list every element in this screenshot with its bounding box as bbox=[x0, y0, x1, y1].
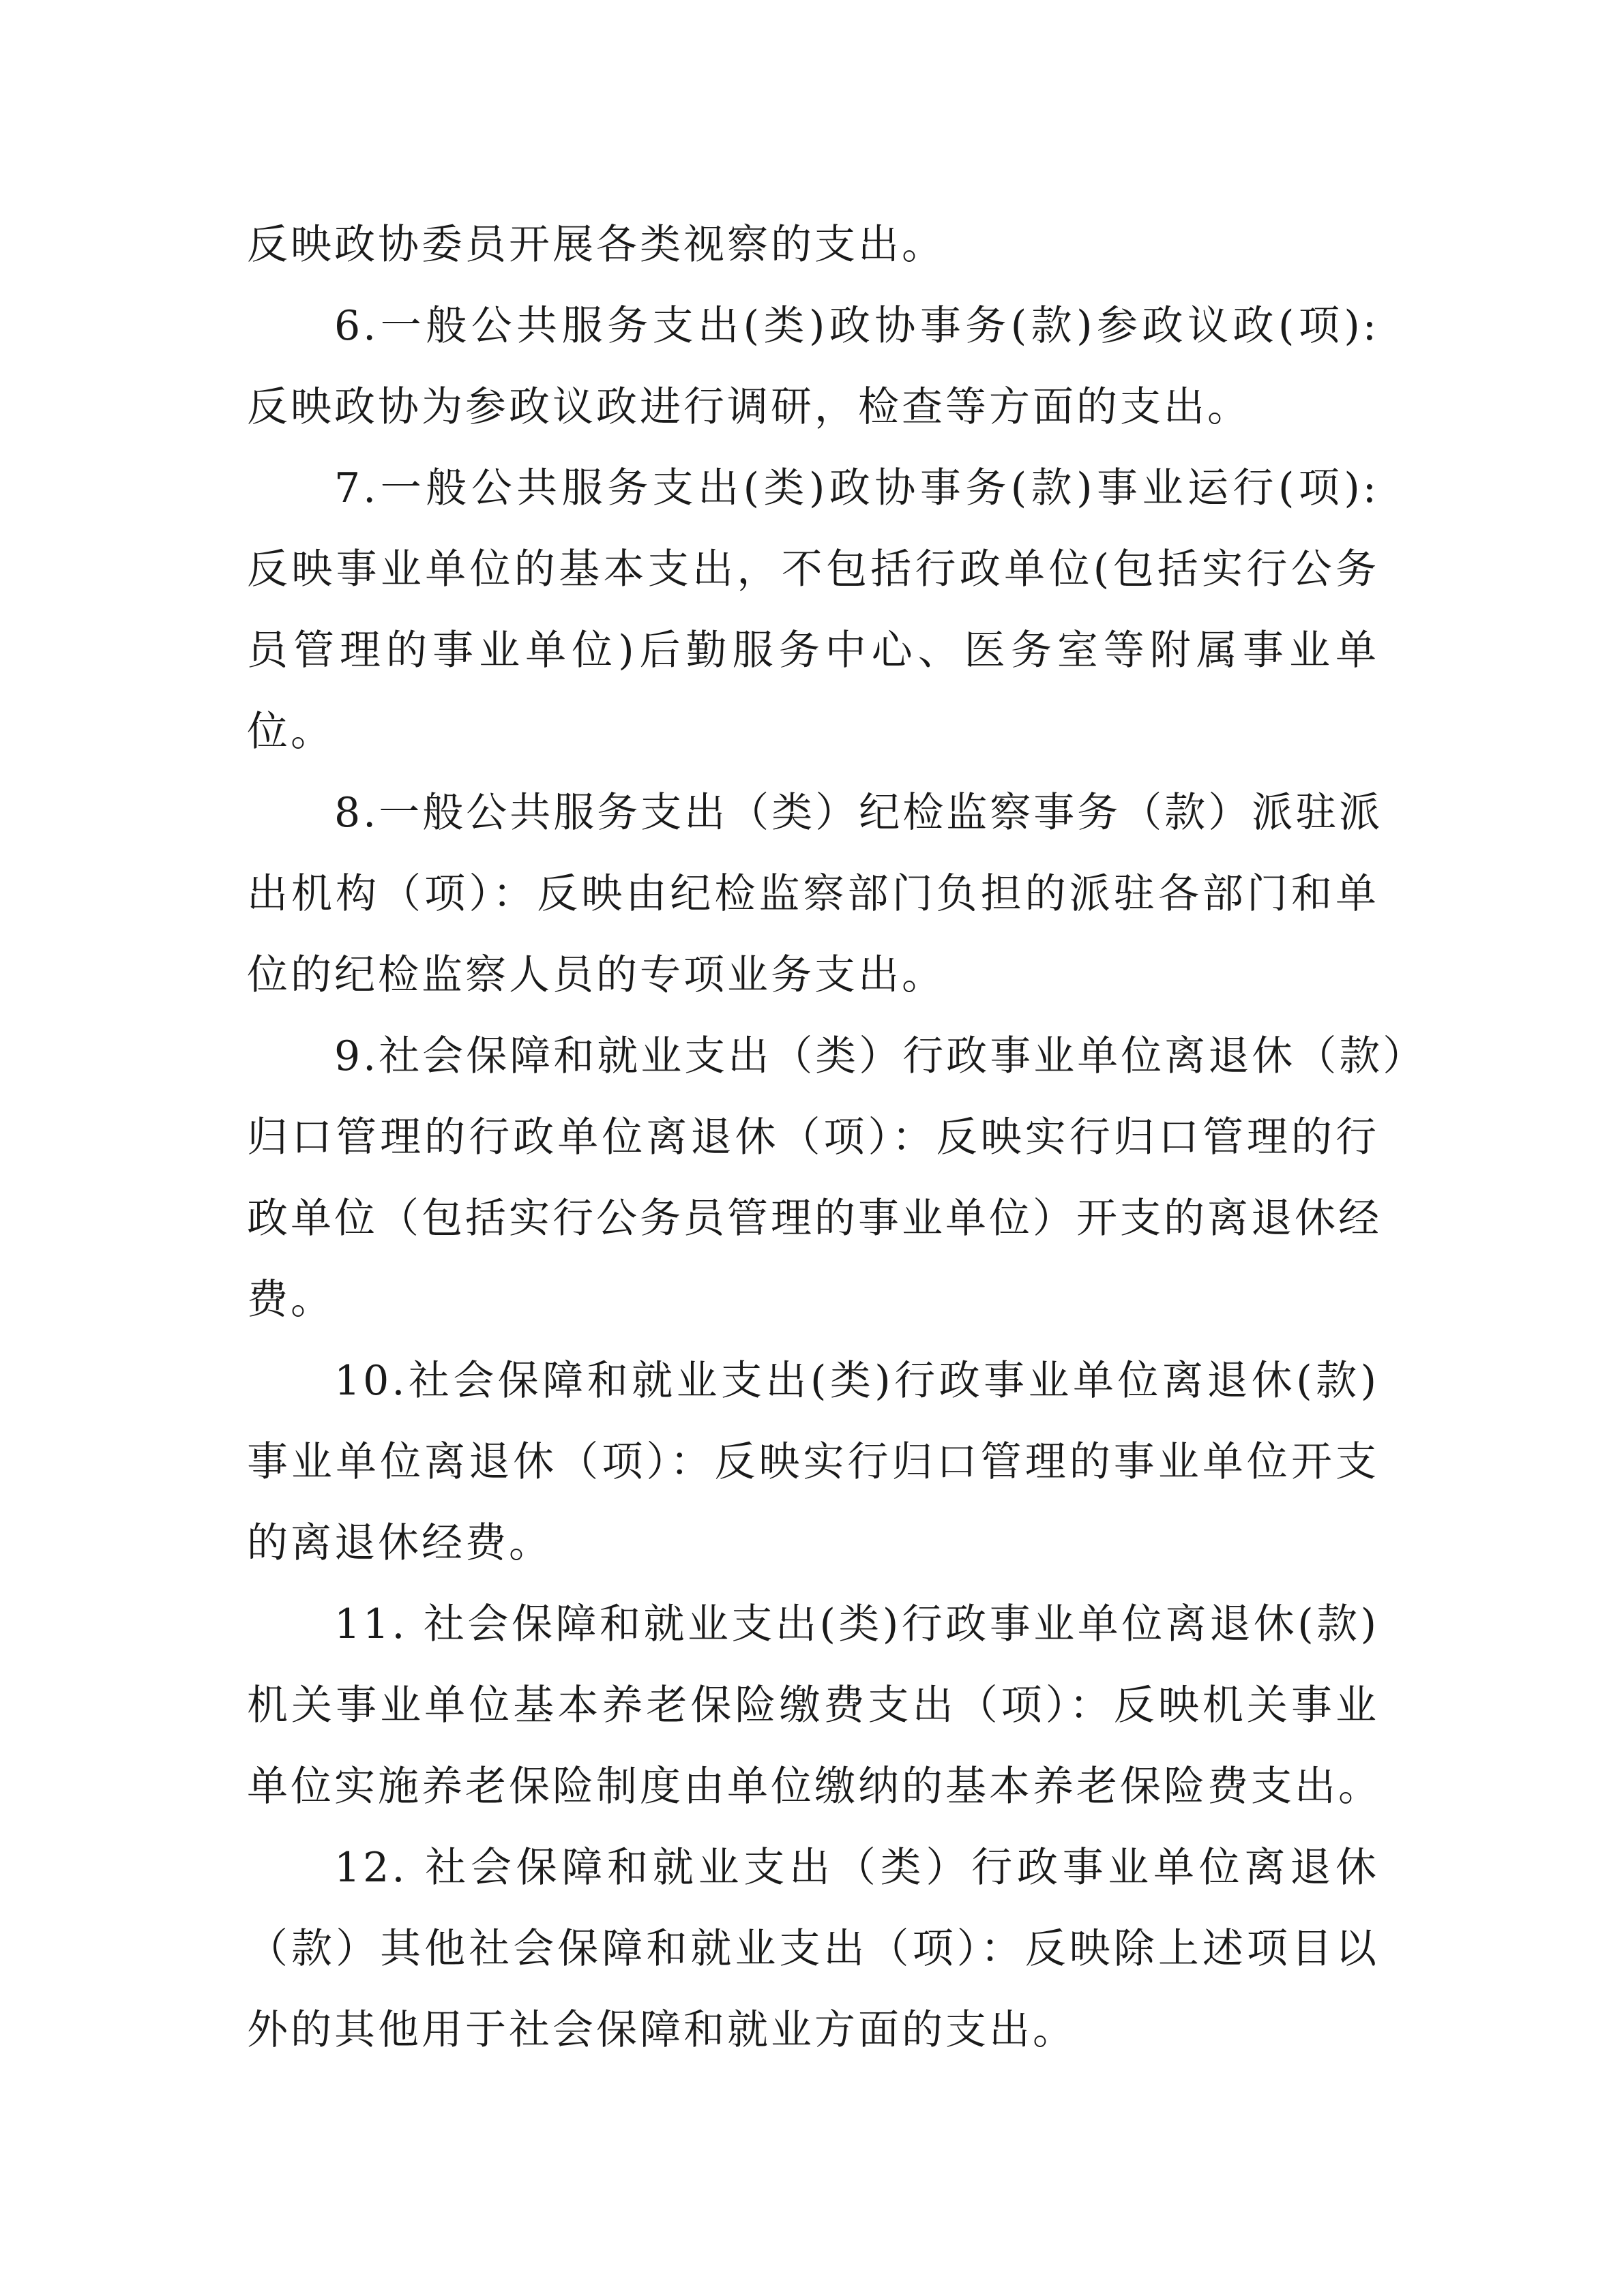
paragraph-5-continuation bbox=[247, 205, 1379, 286]
text-line: 归口管理的行政单位离退休（项）：反映实行归口管理的行 bbox=[247, 1114, 1379, 1161]
text-line: 11. 社会保障和就业支出(类)行政事业单位离退休(款) bbox=[334, 1600, 1379, 1648]
text-line: 的离退休经费。 bbox=[247, 1519, 552, 1567]
text-line: 事业单位离退休（项）：反映实行归口管理的事业单位开支 bbox=[247, 1438, 1379, 1486]
text-line: 单位实施养老保险制度由单位缴纳的基本养老保险费支出。 bbox=[247, 1763, 1382, 1810]
text-line: 位。 bbox=[247, 708, 334, 756]
text-line: 机关事业单位基本养老保险缴费支出（项）：反映机关事业 bbox=[247, 1682, 1379, 1729]
text-line: （款）其他社会保障和就业支出（项）：反映除上述项目以 bbox=[247, 1925, 1379, 1973]
paragraph-9 bbox=[247, 1016, 1427, 1341]
text-line: 出机构（项）：反映由纪检监察部门负担的派驻各部门和单 bbox=[247, 870, 1379, 918]
text-line: 8.一般公共服务支出（类）纪检监察事务（款）派驻派 bbox=[334, 789, 1383, 837]
text-line: 6.一般公共服务支出(类)政协事务(款)参政议政(项): bbox=[334, 302, 1379, 350]
text-line: 12. 社会保障和就业支出（类）行政事业单位离退休 bbox=[334, 1844, 1379, 1892]
paragraph-7 bbox=[247, 448, 1379, 773]
text-line: 反映事业单位的基本支出，不包括行政单位(包括实行公务 bbox=[247, 546, 1379, 593]
paragraph-8 bbox=[247, 773, 1383, 1016]
text-line: 员管理的事业单位)后勤服务中心、医务室等附属事业单 bbox=[247, 627, 1379, 674]
text-line: 费。 bbox=[247, 1276, 334, 1324]
text-line: 外的其他用于社会保障和就业方面的支出。 bbox=[247, 2006, 1076, 2054]
text-line: 10.社会保障和就业支出(类)行政事业单位离退休(款) bbox=[334, 1357, 1379, 1405]
text-line: 反映政协委员开展各类视察的支出。 bbox=[247, 221, 945, 269]
document-body bbox=[247, 205, 1427, 2071]
paragraph-10 bbox=[247, 1341, 1379, 1584]
text-line: 7.一般公共服务支出(类)政协事务(款)事业运行(项): bbox=[334, 464, 1379, 512]
text-line: 反映政协为参政议政进行调研，检查等方面的支出。 bbox=[247, 383, 1251, 431]
text-line: 政单位（包括实行公务员管理的事业单位）开支的离退休经 bbox=[247, 1195, 1382, 1242]
paragraph-12 bbox=[247, 1828, 1379, 2071]
paragraph-6 bbox=[247, 286, 1379, 448]
paragraph-11 bbox=[247, 1584, 1382, 1828]
text-line: 位的纪检监察人员的专项业务支出。 bbox=[247, 951, 945, 999]
text-line: 9.社会保障和就业支出（类）行政事业单位离退休（款） bbox=[334, 1032, 1427, 1080]
